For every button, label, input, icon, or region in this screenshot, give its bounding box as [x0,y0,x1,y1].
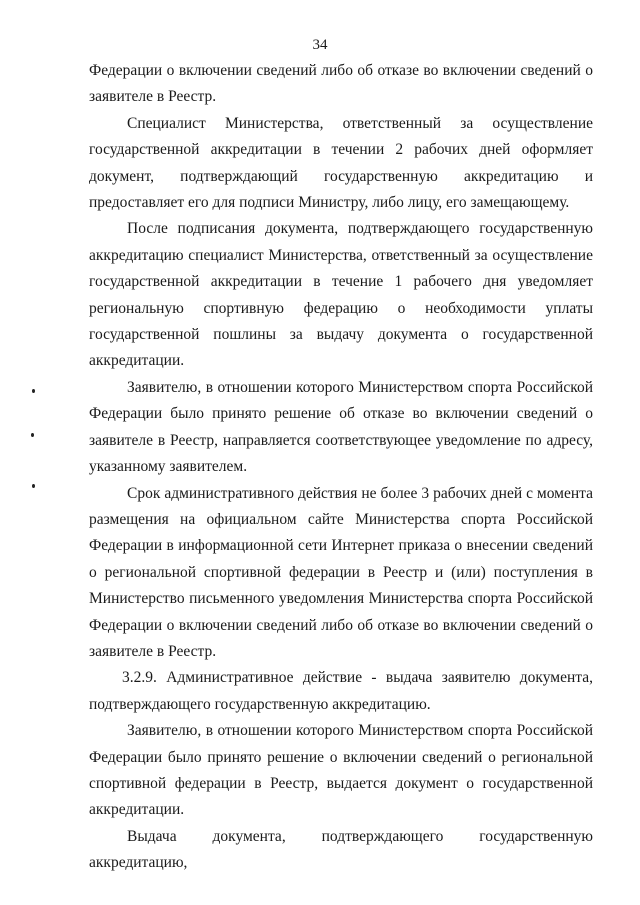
binding-hole-mark [32,389,35,393]
paragraph-issue-continuation: Выдача документа, подтверждающего государственную аккредитацию, [89,827,593,872]
paragraph-refusal-notice: Заявителю, в отношении которого Министерством спорта Российской Федерации было принято решение об отказе во включении сведений о заявителе в Реестр, направляется соответствующее уведомление по адресу, указанному заявителем. [89,378,593,476]
page-number: 34 [312,37,328,53]
binding-hole-mark [32,484,35,488]
paragraph-action-term: Срок административного действия не более 3 рабочих дней с момента размещения на официальном сайте Министерства спорта Российской Федерации в информационной сети Интернет приказа о внесении сведений о региональной спортивной федерации в Реестр и (или) поступления в Министерство письменного уведомления Министерства спорта Российской Федерации о включении сведений либо об отказе во включении сведений о заявителе в Реестр. [89,484,593,660]
paragraph-accreditation-document: Специалист Министерства, ответственный за осуществление государственной аккредитации в течении 2 рабочих дней оформляет документ, подтверждающий государственную аккредитацию и предоставляет его для подписи Министру, либо лицу, его замещающему. [89,114,593,212]
paragraph-document-issue: Заявителю, в отношении которого Министерством спорта Российской Федерации было принято решение о включении сведений о региональной спортивной федерации в Реестр, выдается документ о государственной аккредитации. [89,722,593,819]
document-body [89,58,593,877]
binding-hole-mark [31,433,34,437]
paragraph-continuation: Федерации о включении сведений либо об отказе во включении сведений о заявителе в Реестр. [89,62,593,106]
paragraph-fee-notification: После подписания документа, подтверждающего государственную аккредитацию специалист Министерства, ответственный за осуществление государственной аккредитации в течение 1 рабочего дня уведомляет региональную спортивную федерацию о необходимости уплаты государственной пошлины за выдачу документа о государственной аккредитации. [89,220,593,370]
section-heading-3-2-9: 3.2.9. Административное действие - выдача заявителю документа, подтверждающего государственную аккредитацию. [89,669,593,713]
